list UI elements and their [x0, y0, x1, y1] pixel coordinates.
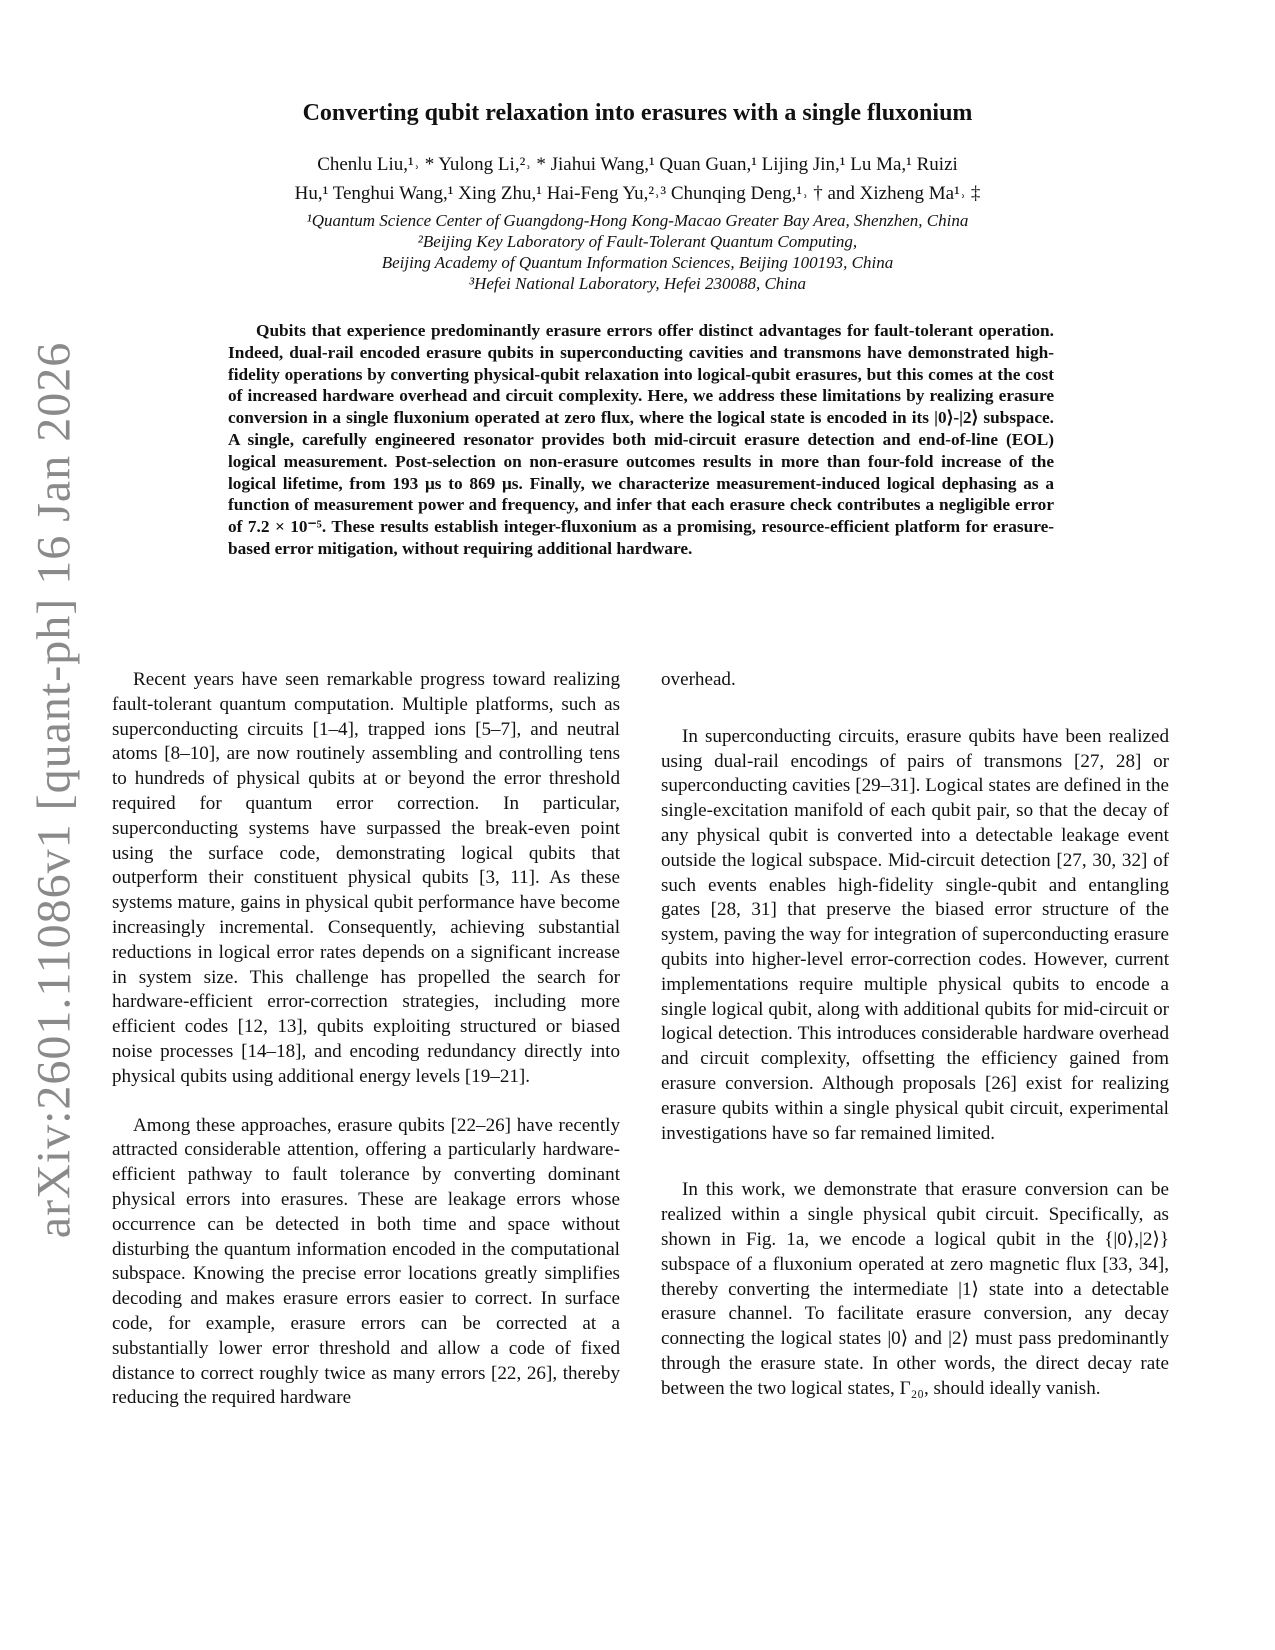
- abstract: Qubits that experience predominantly erasure errors offer distinct advantages for fault-tolerant operation. Indeed, dual-rail encoded erasure qubits in superconducting cavities and transmons have demonstrated high-fidelity operations by converting physical-qubit relaxation into logical-qubit erasures, but this comes at the cost of increased hardware overhead and circuit complexity. Here, we address these limitations by realizing erasure conversion in a single fluxonium operated at zero flux, where the logical state is encoded in its |0⟩-|2⟩ subspace. A single, carefully engineered resonator provides both mid-circuit erasure detection and end-of-line (EOL) logical measurement. Post-selection on non-erasure outcomes results in more than four-fold increase of the logical lifetime, from 193 μs to 869 μs. Finally, we characterize measurement-induced logical dephasing as a function of measurement power and frequency, and infer that each erasure check contributes a negligible error of 7.2 × 10⁻⁵. These results establish integer-fluxonium as a promising, resource-efficient platform for erasure-based error mitigation, without requiring additional hardware.: [228, 321, 1054, 558]
- arxiv-identifier: arXiv:2601.11086v1 [quant-ph] 16 Jan 2026: [27, 341, 81, 1239]
- author-list: [210, 150, 1065, 208]
- paragraph-continuation: overhead.: [661, 669, 736, 690]
- body-column-right: [661, 668, 1169, 1402]
- paragraph-superconducting: In superconducting circuits, erasure qubits have been realized using dual-rail encodings of pairs of transmons [27, 28] or superconducting cavities [29–31]. Logical states are defined in the single-excitation manifold of each qubit pair, so that the decay of any physical qubit is converted into a detectable leakage event outside the logical subspace. Mid-circuit detection [27, 30, 32] of such events enables high-fidelity single-qubit and entangling gates [28, 31] that preserve the biased error structure of the system, paving the way for integration of superconducting erasure qubits into higher-level error-correction codes. However, current implementations require multiple physical qubits to encode a single logical qubit, along with additional qubits for mid-circuit or logical detection. This introduces considerable hardware overhead and circuit complexity, offsetting the efficiency gained from erasure conversion. Although proposals [26] exist for realizing erasure qubits within a single physical qubit circuit, experimental investigations have so far remained limited.: [661, 725, 1169, 1144]
- affiliation-2b: Beijing Academy of Quantum Information Sciences, Beijing 100193, China: [381, 253, 894, 272]
- affiliations: [180, 210, 1095, 294]
- affiliation-3: ³Hefei National Laboratory, Hefei 230088, China: [468, 274, 807, 293]
- paragraph-this-work: In this work, we demonstrate that erasure conversion can be realized within a single physical qubit circuit. Specifically, as shown in Fig. 1a, we encode a logical qubit in the {|0⟩,|2⟩} subspace of a fluxonium operated at zero magnetic flux [33, 34], thereby converting the intermediate |1⟩ state into a detectable erasure channel. To facilitate erasure conversion, any decay connecting the logical states |0⟩ and |2⟩ must pass predominantly through the erasure state. In other words, the direct decay rate between the two logical states, Γ₂₀, should ideally vanish.: [661, 1179, 1169, 1399]
- body-column-left: [112, 668, 620, 1411]
- paragraph-intro: Recent years have seen remarkable progress toward realizing fault-tolerant quantum computation. Multiple platforms, such as superconducting circuits [1–4], trapped ions [5–7], and neutral atoms [8–10], are now routinely assembling and controlling tens to hundreds of physical qubits at or beyond the error threshold required for quantum error correction. In particular, superconducting systems have surpassed the break-even point using the surface code, demonstrating logical qubits that outperform their constituent physical qubits [3, 11]. As these systems mature, gains in physical qubit performance have become increasingly incremental. Consequently, achieving substantial reductions in logical error rates depends on a significant increase in system size. This challenge has propelled the search for hardware-efficient error-correction strategies, including more efficient codes [12, 13], qubits exploiting structured or biased noise processes [14–18], and encoding redundancy directly into physical qubits using additional energy levels [19–21].: [112, 669, 620, 1087]
- affiliation-2a: ²Beijing Key Laboratory of Fault-Tolerant Quantum Computing,: [417, 232, 858, 251]
- arxiv-sidebar: [14, 341, 94, 1239]
- paper-title: Converting qubit relaxation into erasures with a single fluxonium: [302, 100, 973, 126]
- author-line-2: Hu,¹ Tenghui Wang,¹ Xing Zhu,¹ Hai-Feng Yu,²˒³ Chunqing Deng,¹˒ † and Xizheng Ma¹˒ ‡: [294, 183, 981, 204]
- paragraph-erasure-qubits: Among these approaches, erasure qubits [22–26] have recently attracted considerable attention, offering a particularly hardware-efficient pathway to fault tolerance by converting dominant physical errors into erasures. These are leakage errors whose occurrence can be detected in both time and space without disturbing the quantum information encoded in the computational subspace. Knowing the precise error locations greatly simplifies decoding and makes erasure errors easier to correct. In surface code, for example, erasure errors can be corrected at a substantially lower error threshold and allow a code of fixed distance to correct roughly twice as many errors [22, 26], thereby reducing the required hardware: [112, 1114, 620, 1409]
- author-line-1: Chenlu Liu,¹˒ * Yulong Li,²˒ * Jiahui Wang,¹ Quan Guan,¹ Lijing Jin,¹ Lu Ma,¹ Ruizi: [317, 154, 958, 175]
- affiliation-1: ¹Quantum Science Center of Guangdong-Hong Kong-Macao Greater Bay Area, Shenzhen, China: [306, 211, 969, 230]
